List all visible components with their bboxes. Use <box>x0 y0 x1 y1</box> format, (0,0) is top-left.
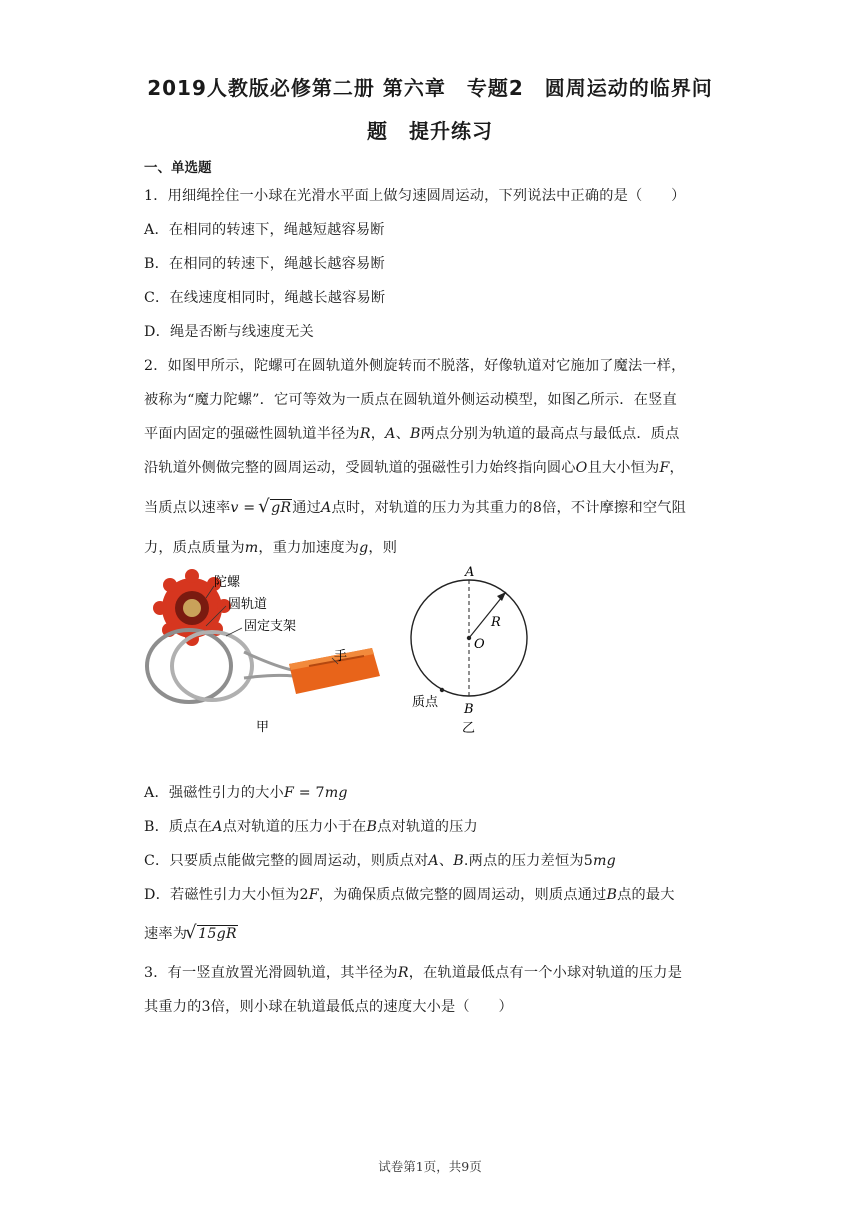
q2-line-4: 沿轨道外侧做完整的圆周运动，受圆轨道的强磁性引力始终指向圆心O且大小恒为F， <box>144 460 684 476</box>
label-R: R <box>491 615 501 630</box>
caption-jia: 甲 <box>256 720 270 735</box>
title-line-1: 2019人教版必修第二册 第六章 专题2 圆周运动的临界问 <box>147 76 713 100</box>
ring-right <box>172 632 252 700</box>
caption-yi: 乙 <box>462 721 476 736</box>
section-heading: 一、单选题 <box>144 160 212 176</box>
q3-line-1: 3．有一竖直放置光滑圆轨道，其半径为R，在轨道最低点有一个小球对轨道的压力是 <box>144 965 683 981</box>
page-title <box>100 67 760 153</box>
sqrt-15gR: √ 15gR <box>187 926 238 942</box>
label-O: O <box>474 637 485 652</box>
page-footer: 试卷第1页，共9页 <box>378 1159 482 1174</box>
label-shou: 手 <box>334 649 348 664</box>
q2-line-2: 被称为“魔力陀螺”．它可等效为一质点在圆轨道外侧运动模型，如图乙所示．在竖直 <box>144 392 677 408</box>
sqrt-gR: √ gR <box>260 500 292 516</box>
radius-arrowhead <box>497 592 506 601</box>
figure-svg <box>144 566 704 746</box>
q1-option-c: C．在线速度相同时，绳越长越容易断 <box>144 290 386 306</box>
label-A: A <box>465 566 475 580</box>
q2-option-d-line-2: 速率为√ 15gR <box>144 923 238 943</box>
label-zhidian: 质点 <box>412 695 439 710</box>
q3-line-2: 其重力的3倍，则小球在轨道最低点的速度大小是（ ） <box>144 999 513 1015</box>
q2-line-3: 平面内固定的强磁性圆轨道半径为R，A、B两点分别为轨道的最高点与最低点．质点 <box>144 426 680 442</box>
q1-stem: 1．用细绳拴住一小球在光滑水平面上做匀速圆周运动，下列说法中正确的是（ ） <box>144 188 686 204</box>
title-line-2: 题 提升练习 <box>367 119 493 143</box>
q2-figure <box>144 566 704 746</box>
q1-option-a: A．在相同的转速下，绳越短越容易断 <box>144 222 385 238</box>
q1-option-d: D．绳是否断与线速度无关 <box>144 324 314 340</box>
label-guidao: 圆轨道 <box>228 597 268 612</box>
q2-line-5: 当质点以速率v = √ gR通过A点时，对轨道的压力为其重力的8倍，不计摩擦和空气阻 <box>144 497 686 517</box>
mass-point <box>440 688 444 692</box>
label-tuoluo: 陀螺 <box>214 575 241 590</box>
gyro-illustration <box>147 569 380 735</box>
q2-option-d-line-1: D．若磁性引力大小恒为2F，为确保质点做完整的圆周运动，则质点通过B点的最大 <box>144 887 675 903</box>
q2-option-a: A．强磁性引力的大小F = 7mg <box>144 785 348 801</box>
label-B: B <box>464 702 474 717</box>
q2-option-c: C．只要质点能做完整的圆周运动，则质点对A、B.两点的压力差恒为5mg <box>144 853 616 869</box>
q1-option-b: B．在相同的转速下，绳越长越容易断 <box>144 256 385 272</box>
q2-option-b: B．质点在A点对轨道的压力小于在B点对轨道的压力 <box>144 819 478 835</box>
q2-line-1: 2．如图甲所示，陀螺可在圆轨道外侧旋转而不脱落，好像轨道对它施加了魔法一样， <box>144 358 686 374</box>
circle-diagram <box>411 566 527 736</box>
center-point <box>467 636 471 640</box>
q2-line-6: 力，质点质量为m，重力加速度为g，则 <box>144 540 398 556</box>
label-zhijia: 固定支架 <box>244 619 297 634</box>
